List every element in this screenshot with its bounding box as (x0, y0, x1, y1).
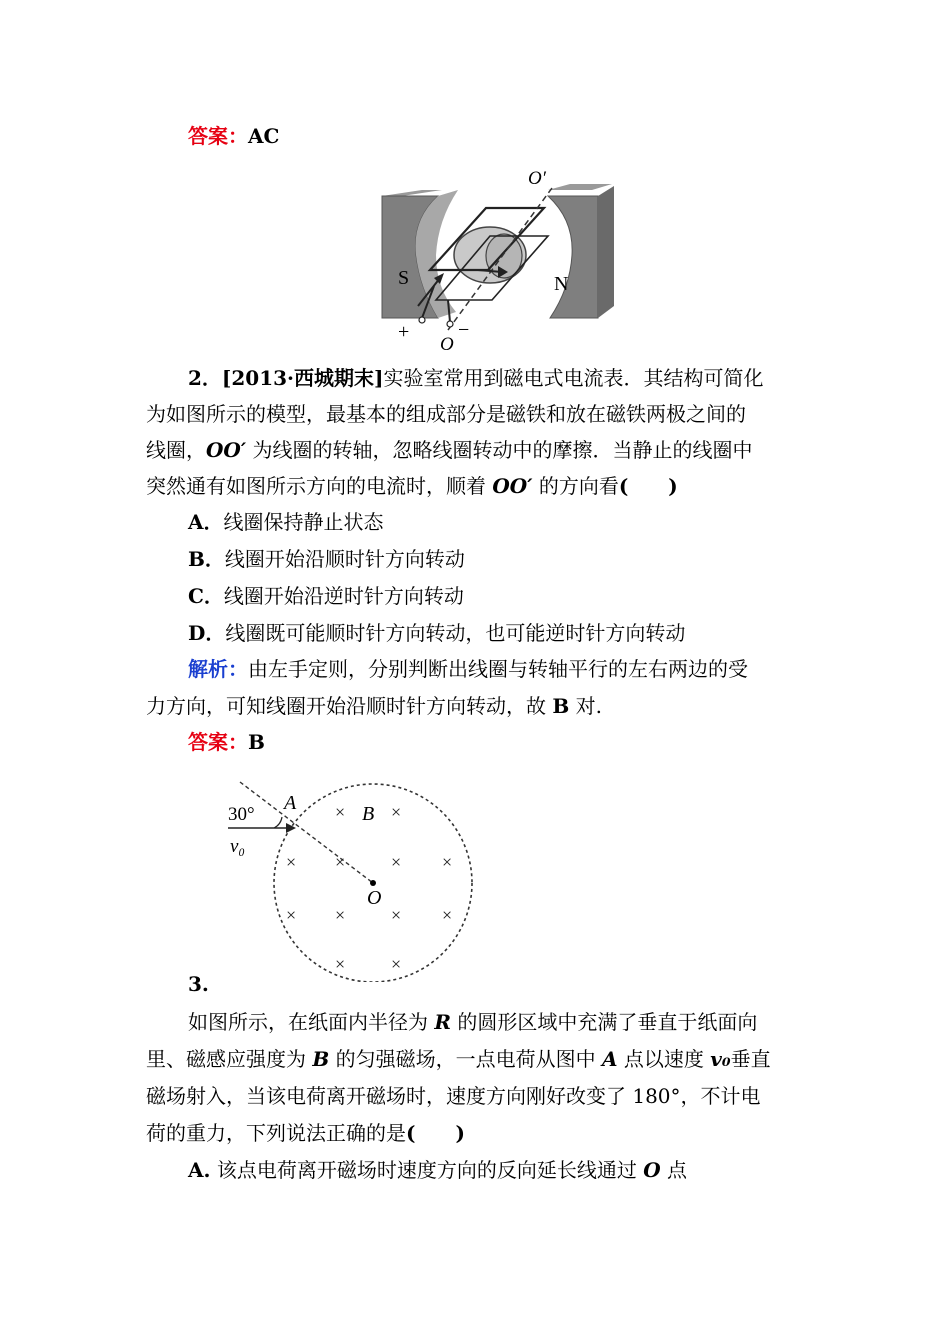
field-cross: × (391, 954, 402, 974)
q2-number: 2． (188, 366, 222, 390)
field-b-label: B (362, 803, 375, 825)
magnet-n-pole (548, 196, 598, 318)
q3-number: 3. (188, 972, 209, 996)
angle-label: 30° (228, 804, 255, 825)
label-o-prime: O′ (528, 168, 546, 189)
q3-text-4: 荷的重力，下列说法正确的是 (146, 1121, 406, 1145)
q2-option-a (188, 504, 858, 540)
q2-option-b (188, 541, 858, 577)
option-key: C． (188, 584, 224, 608)
label-n: N (554, 273, 569, 295)
q2-stem-3b: 为线圈的转轴，忽略线圈转动中的摩擦．当静止的线圈中 (246, 438, 753, 462)
magnet-s-top (382, 190, 442, 196)
field-cross: × (391, 802, 402, 822)
magnet-n-side (598, 186, 614, 318)
q2-option-d (188, 615, 858, 651)
label-s: S (398, 267, 410, 289)
q3-line-4 (146, 1115, 816, 1151)
q2-line-2 (146, 396, 816, 432)
label-o: O (440, 334, 454, 355)
q3-text-2c: 点以速度 (617, 1047, 711, 1071)
option-text: 线圈开始沿顺时针方向转动 (224, 547, 465, 571)
terminal-minus (447, 321, 453, 327)
field-cross: × (442, 852, 453, 872)
answer-value: B (248, 730, 265, 754)
q3-text-2a: 里、磁感应强度为 (146, 1047, 313, 1071)
field-cross: × (335, 905, 346, 925)
option-o: O (643, 1158, 661, 1182)
answer-label: 答案： (188, 730, 248, 754)
option-key: A． (188, 510, 224, 534)
q3-line-1 (188, 1004, 858, 1040)
q3-line-3 (146, 1078, 816, 1114)
option-text-b: 点 (660, 1158, 687, 1182)
q3-option-a (188, 1152, 858, 1188)
option-text: 线圈保持静止状态 (223, 510, 384, 534)
q3-paren: ( ) (406, 1121, 465, 1145)
analysis-text-1: 由左手定则，分别判断出线圈与转轴平行的左右两边的受 (248, 657, 748, 681)
q3-line-2 (146, 1041, 816, 1077)
option-text: 线圈既可能顺时针方向转动，也可能逆时针方向转动 (225, 621, 686, 645)
analysis-text-2c: 对. (569, 694, 602, 718)
field-cross: × (391, 852, 402, 872)
label-plus: + (398, 321, 410, 343)
answer-label: 答案： (188, 124, 248, 148)
label-minus: − (458, 319, 470, 341)
magnet-n-top (548, 184, 612, 190)
q2-stem-3a: 线圈， (146, 438, 206, 462)
lead-wire-minus (448, 300, 450, 322)
q3-text-1a: 如图所示，在纸面内半径为 (188, 1010, 435, 1034)
analysis-text-2b: B (552, 694, 570, 718)
q2-source: [2013·西城期末] (221, 366, 384, 390)
q2-line-1 (188, 360, 858, 396)
field-cross: × (286, 852, 297, 872)
q3-velocity: v₀ (710, 1047, 731, 1071)
q2-line-4 (146, 468, 816, 504)
option-text: 线圈开始沿逆时针方向转动 (223, 584, 464, 608)
option-key: D． (188, 621, 226, 645)
option-key: B． (188, 547, 225, 571)
q2-line-3 (146, 432, 816, 468)
angle-arc (274, 817, 282, 828)
q2-stem-4a: 突然通有如图所示方向的电流时，顺着 (146, 474, 493, 498)
center-o-label: O (367, 887, 382, 909)
galvanometer-figure (378, 160, 618, 355)
answer-value: AC (248, 124, 280, 148)
velocity-label: v₀ (230, 836, 246, 857)
analysis-label: 解析： (188, 657, 248, 681)
q3-text-2d: 垂直 (730, 1047, 771, 1071)
incidence-line (240, 782, 373, 883)
answer-line-1 (188, 118, 858, 154)
q2-paren: ( ) (618, 474, 678, 498)
q2-stem-1: 实验室常用到磁电式电流表．其结构可简化 (383, 366, 764, 390)
velocity-arrow-head (286, 823, 296, 833)
q2-analysis-line-2 (146, 688, 816, 724)
field-cross: × (335, 852, 346, 872)
q3-radius: R (434, 1010, 451, 1034)
center-o (370, 880, 376, 886)
option-text-a: 该点电荷离开磁场时速度方向的反向延长线通过 (210, 1158, 644, 1182)
field-cross: × (286, 905, 297, 925)
q2-axis-label-1: OO′ (206, 438, 247, 462)
q3-text-2b: 的匀强磁场，一点电荷从图中 (329, 1047, 602, 1071)
field-cross: × (442, 905, 453, 925)
q3-field-b: B (312, 1047, 330, 1071)
terminal-plus (419, 317, 425, 323)
option-key: A. (188, 1158, 211, 1182)
q3-text-1b: 的圆形区域中充满了垂直于纸面向 (450, 1010, 758, 1034)
q2-stem-2: 为如图所示的模型，最基本的组成部分是磁铁和放在磁铁两极之间的 (146, 402, 746, 426)
q2-option-c (188, 578, 858, 614)
magnetic-field-figure (224, 780, 480, 982)
point-a-label: A (284, 792, 297, 814)
answer-line-2 (188, 724, 858, 760)
q3-text-3: 磁场射入，当该电荷离开磁场时，速度方向刚好改变了 180°，不计电 (146, 1084, 761, 1108)
field-cross: × (335, 802, 346, 822)
q2-analysis-line-1 (188, 651, 858, 687)
field-cross: × (391, 905, 402, 925)
q3-number-line (188, 966, 858, 1002)
analysis-text-2a: 力方向，可知线圈开始沿顺时针方向转动，故 (146, 694, 553, 718)
q2-stem-4b: 的方向看 (532, 474, 619, 498)
q2-axis-label-2: OO′ (492, 474, 533, 498)
field-cross: × (335, 954, 346, 974)
q3-point-a: A (601, 1047, 618, 1071)
